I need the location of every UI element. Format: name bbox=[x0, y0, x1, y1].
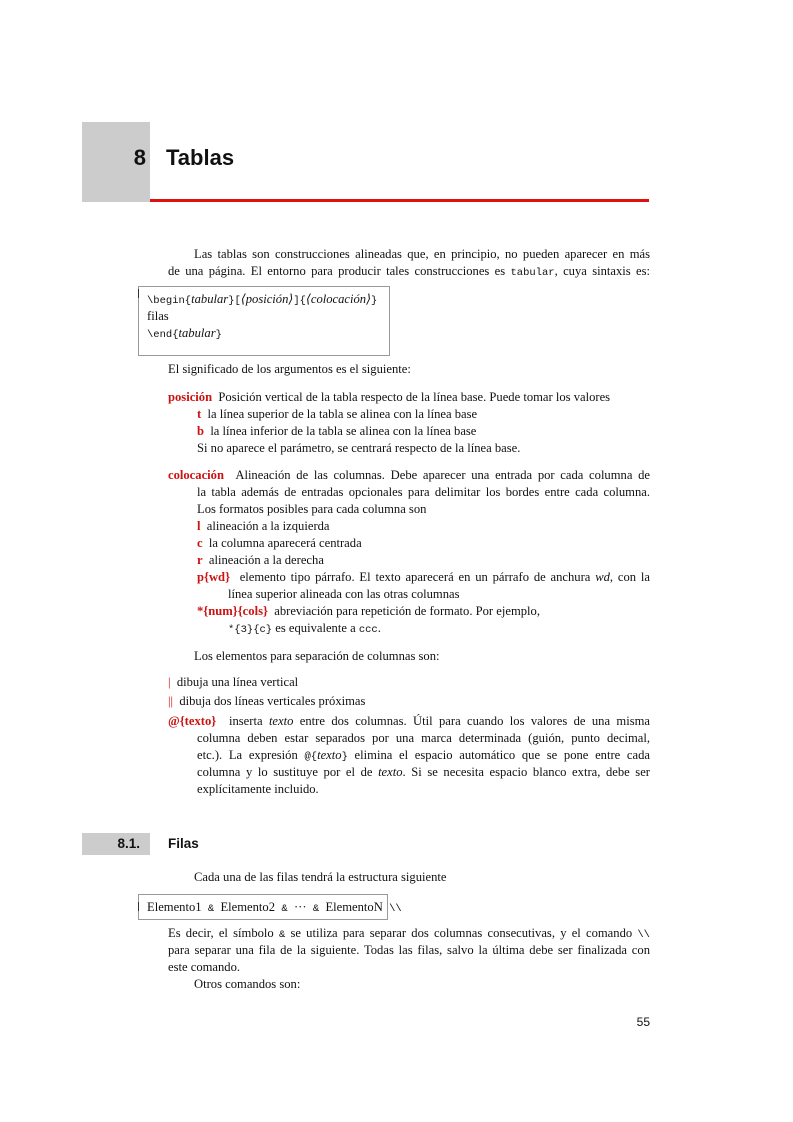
separators-intro: Los elementos para separación de columnas son: bbox=[194, 649, 440, 663]
section-title: Filas bbox=[168, 836, 199, 851]
rows-text-line-1: Es decir, el símbolo & se utiliza para separar dos columnas consecutivas, y el comando \\ bbox=[168, 926, 650, 941]
colocacion-line-2: la tabla además de entradas opcionales para delimitar los bordes entre cada columna. bbox=[197, 485, 650, 499]
colocacion-line-3: Los formatos posibles para cada columna son bbox=[197, 502, 427, 516]
section-number: 8.1. bbox=[117, 836, 140, 851]
page-number: 55 bbox=[636, 1015, 650, 1029]
chapter-title-rule bbox=[150, 199, 649, 202]
syntax-line-end: \end{tabular} bbox=[147, 326, 222, 341]
posicion-item: posición Posición vertical de la tabla respecto de la línea base. Puede tomar los valores bbox=[168, 390, 611, 404]
box-tick bbox=[138, 289, 139, 298]
posicion-note: Si no aparece el parámetro, se centrará respecto de la línea base. bbox=[197, 441, 521, 455]
separator-bar: | dibuja una línea vertical bbox=[168, 675, 299, 689]
separator-at: @{texto} inserta texto entre dos columnas. Útil para cuando los valores de una misma bbox=[168, 714, 651, 728]
syntax-line-rows: filas bbox=[147, 309, 169, 323]
format-c: c la columna aparecerá centrada bbox=[197, 536, 362, 550]
format-star: *{num}{cols} abreviación para repetición de formato. Por ejemplo, bbox=[197, 604, 540, 618]
args-intro: El significado de los argumentos es el siguiente: bbox=[168, 362, 411, 376]
format-r: r alineación a la derecha bbox=[197, 553, 324, 567]
separator-at-line-5: explícitamente incluido. bbox=[197, 782, 319, 796]
box-tick bbox=[138, 902, 139, 911]
separator-at-line-3: etc.). La expresión @{texto} elimina el espacio automático que se pone entre cada bbox=[197, 748, 650, 763]
format-p: p{wd} elemento tipo párrafo. El texto aparecerá en un párrafo de anchura wd, con la bbox=[197, 570, 650, 584]
posicion-term: posición bbox=[168, 390, 213, 404]
format-star-example: *{3}{c} es equivalente a ccc. bbox=[228, 621, 381, 636]
row-structure: Elemento1 & Elemento2 & ··· & ElementoN \\ bbox=[147, 900, 402, 915]
rows-intro: Cada una de las filas tendrá la estructura siguiente bbox=[194, 870, 447, 884]
colocacion-item: colocación Alineación de las columnas. Debe aparecer una entrada por cada columna de bbox=[168, 468, 650, 482]
format-p-line-2: línea superior alineada con las otras columnas bbox=[228, 587, 460, 601]
rows-text-line-2: para separar una fila de la siguiente. Todas las filas, salvo la última debe ser finalizada con bbox=[168, 943, 650, 957]
intro-text-end: , cuya sintaxis es: bbox=[554, 264, 650, 278]
row-structure-box bbox=[138, 894, 402, 920]
syntax-box bbox=[138, 286, 390, 356]
intro-line-1: Las tablas son construcciones alineadas que, en principio, no pueden aparecer en más bbox=[194, 247, 650, 261]
separator-double-bar: || dibuja dos líneas verticales próximas bbox=[168, 694, 366, 708]
tabular-code: tabular bbox=[510, 267, 555, 279]
chapter-number: 8 bbox=[133, 145, 146, 170]
rows-text-line-3: este comando. bbox=[168, 960, 241, 974]
rows-text-line-4: Otros comandos son: bbox=[194, 977, 301, 991]
colocacion-term: colocación bbox=[168, 468, 224, 482]
posicion-t: t la línea superior de la tabla se alinea con la línea base bbox=[197, 407, 478, 421]
intro-text: de una página. El entorno para producir tales construcciones es bbox=[168, 264, 511, 278]
format-l: l alineación a la izquierda bbox=[197, 519, 330, 533]
chapter-title: Tablas bbox=[166, 145, 235, 170]
separator-at-line-2: columna deben estar separados por una marca determinada (guión, punto decimal, bbox=[197, 731, 650, 745]
intro-line-2 bbox=[168, 263, 650, 282]
posicion-b: b la línea inferior de la tabla se alinea con la línea base bbox=[197, 424, 477, 438]
separator-at-line-4: columna y lo sustituye por el de texto. Si se necesita espacio blanco extra, debe ser bbox=[197, 765, 650, 779]
syntax-line-begin: \begin{tabular}[⟨posición⟩]{⟨colocación⟩} bbox=[147, 292, 378, 307]
